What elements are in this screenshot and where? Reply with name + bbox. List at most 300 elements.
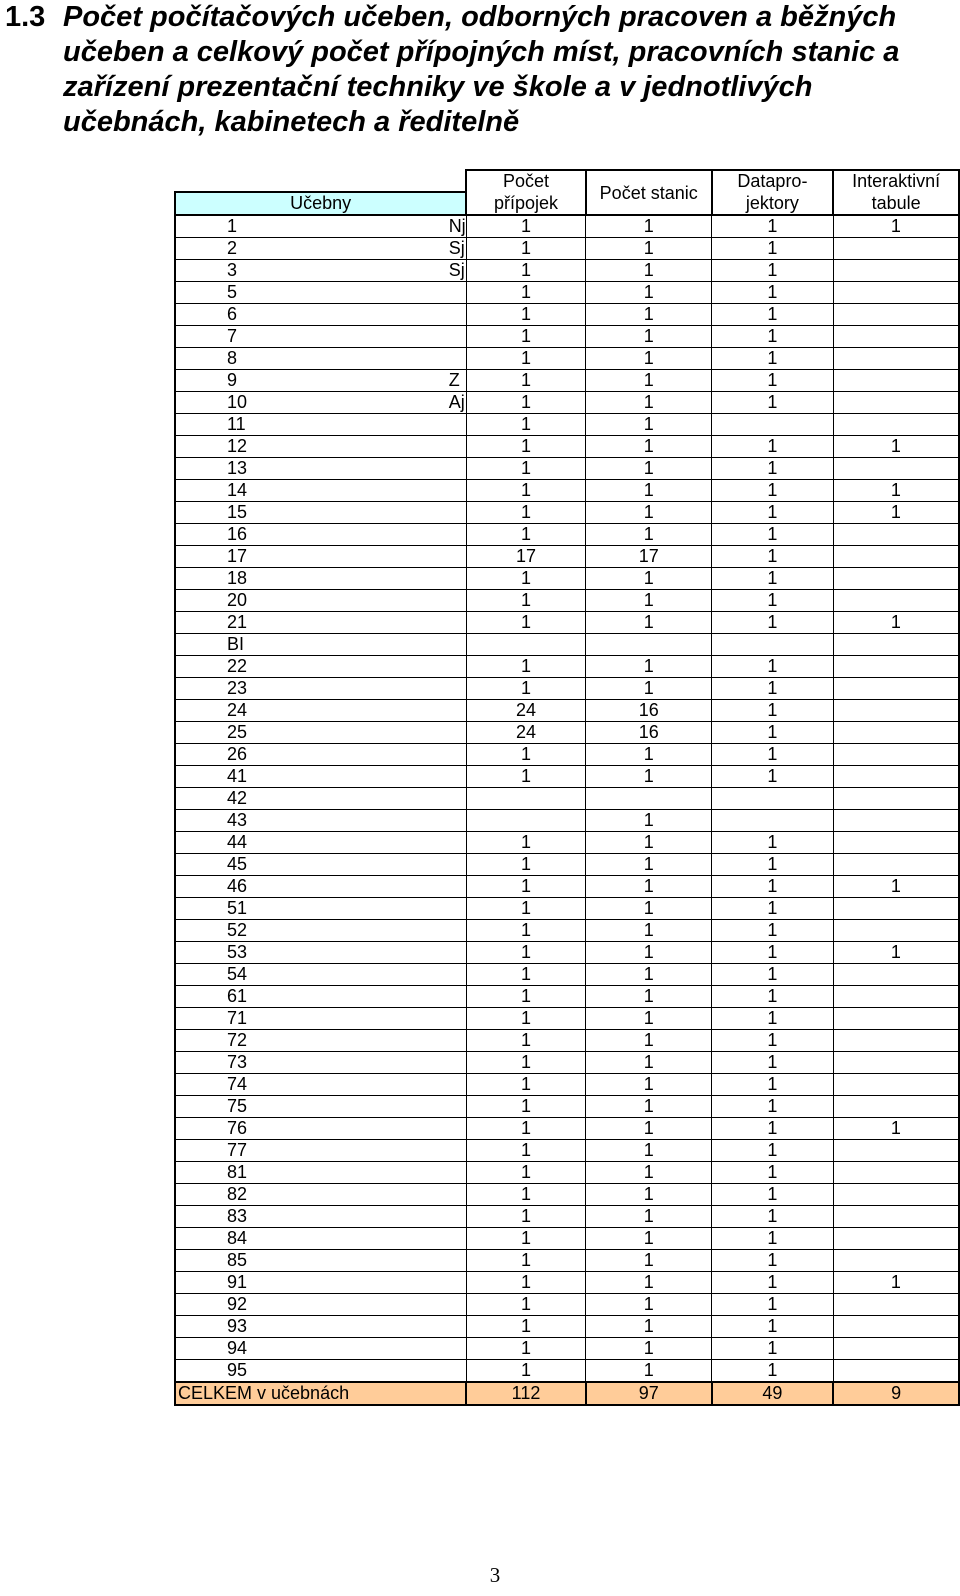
connections-count: 1 [466,524,586,546]
room-number: 24 [175,700,289,722]
boards-count [833,1052,959,1074]
table-row [175,1250,959,1272]
room-subject [289,1140,467,1162]
room-number: 16 [175,524,289,546]
room-number: BI [175,634,289,656]
stations-count: 1 [586,964,712,986]
stations-count: 1 [586,1118,712,1140]
stations-count: 1 [586,744,712,766]
projectors-count: 1 [712,238,834,260]
boards-count [833,414,959,436]
room-number: 46 [175,876,289,898]
boards-count [833,1074,959,1096]
room-subject [289,1052,467,1074]
room-subject: Aj [289,392,467,414]
total-stations: 97 [586,1382,712,1405]
connections-count: 1 [466,1096,586,1118]
projectors-count: 1 [712,1206,834,1228]
table-row [175,634,959,656]
connections-count: 24 [466,700,586,722]
stations-count: 1 [586,832,712,854]
rooms-equipment-table [174,169,960,1406]
stations-count: 1 [586,942,712,964]
stations-count: 1 [586,986,712,1008]
table-row [175,898,959,920]
room-subject [289,766,467,788]
projectors-count [712,788,834,810]
boards-count [833,788,959,810]
projectors-count: 1 [712,1140,834,1162]
boards-count [833,744,959,766]
boards-count [833,1338,959,1360]
room-subject [289,788,467,810]
projectors-count: 1 [712,282,834,304]
room-subject [289,810,467,832]
room-number: 76 [175,1118,289,1140]
table-row [175,348,959,370]
room-subject [289,568,467,590]
room-number: 92 [175,1294,289,1316]
boards-count [833,238,959,260]
connections-count [466,634,586,656]
connections-count [466,788,586,810]
connections-count: 1 [466,1206,586,1228]
connections-count: 1 [466,480,586,502]
room-number: 77 [175,1140,289,1162]
boards-count [833,656,959,678]
room-subject [289,986,467,1008]
room-subject [289,964,467,986]
connections-count: 1 [466,1338,586,1360]
connections-count: 1 [466,568,586,590]
page-number: 3 [489,1563,501,1587]
header-connections-line2: přípojek [466,192,586,215]
stations-count: 1 [586,920,712,942]
room-subject [289,414,467,436]
table-row [175,568,959,590]
projectors-count: 1 [712,480,834,502]
table-row [175,1008,959,1030]
boards-count [833,1360,959,1383]
stations-count: 1 [586,458,712,480]
connections-count: 1 [466,326,586,348]
boards-count [833,590,959,612]
boards-count [833,304,959,326]
room-number: 45 [175,854,289,876]
projectors-count: 1 [712,1250,834,1272]
stations-count: 1 [586,348,712,370]
boards-count [833,920,959,942]
projectors-count: 1 [712,876,834,898]
connections-count: 1 [466,1250,586,1272]
room-subject [289,1184,467,1206]
stations-count: 1 [586,876,712,898]
projectors-count: 1 [712,1074,834,1096]
projectors-count: 1 [712,326,834,348]
stations-count: 1 [586,304,712,326]
stations-count: 1 [586,1008,712,1030]
boards-count: 1 [833,480,959,502]
room-subject [289,348,467,370]
connections-count: 1 [466,414,586,436]
connections-count: 1 [466,832,586,854]
projectors-count: 1 [712,766,834,788]
table-row [175,986,959,1008]
room-subject [289,634,467,656]
table-row [175,1074,959,1096]
table-row [175,656,959,678]
table-row [175,766,959,788]
header-row-top [175,170,959,192]
connections-count: 1 [466,238,586,260]
connections-count: 1 [466,348,586,370]
room-subject [289,700,467,722]
room-number: 83 [175,1206,289,1228]
stations-count [586,634,712,656]
boards-count: 1 [833,876,959,898]
boards-count [833,1206,959,1228]
connections-count: 1 [466,502,586,524]
table-row [175,1272,959,1294]
projectors-count: 1 [712,1316,834,1338]
boards-count [833,766,959,788]
stations-count: 1 [586,1052,712,1074]
table-row [175,1118,959,1140]
connections-count: 1 [466,1074,586,1096]
room-number: 9 [175,370,289,392]
projectors-count: 1 [712,370,834,392]
projectors-count: 1 [712,1228,834,1250]
room-number: 11 [175,414,289,436]
room-number: 94 [175,1338,289,1360]
room-subject [289,1030,467,1052]
boards-count [833,1140,959,1162]
table-row [175,1294,959,1316]
room-subject [289,612,467,634]
room-subject [289,942,467,964]
stations-count: 1 [586,1206,712,1228]
room-number: 81 [175,1162,289,1184]
room-subject [289,282,467,304]
table-row [175,590,959,612]
room-number: 14 [175,480,289,502]
room-number: 61 [175,986,289,1008]
boards-count: 1 [833,502,959,524]
projectors-count: 1 [712,392,834,414]
connections-count: 1 [466,1008,586,1030]
boards-count [833,1008,959,1030]
stations-count: 1 [586,524,712,546]
room-number: 12 [175,436,289,458]
table-row [175,920,959,942]
connections-count: 1 [466,1162,586,1184]
connections-count: 1 [466,942,586,964]
header-projectors-line2: jektory [712,192,834,215]
connections-count: 1 [466,1118,586,1140]
total-row [175,1382,959,1405]
boards-count [833,1316,959,1338]
boards-count [833,568,959,590]
connections-count: 1 [466,964,586,986]
room-number: 82 [175,1184,289,1206]
table-row [175,326,959,348]
projectors-count: 1 [712,1272,834,1294]
stations-count: 1 [586,766,712,788]
table-row [175,370,959,392]
room-number: 75 [175,1096,289,1118]
projectors-count [712,634,834,656]
projectors-count: 1 [712,1162,834,1184]
boards-count [833,832,959,854]
room-subject [289,1228,467,1250]
stations-count: 1 [586,370,712,392]
stations-count: 16 [586,700,712,722]
header-projectors-line1: Datapro- [712,170,834,192]
table-row [175,1140,959,1162]
stations-count: 1 [586,1162,712,1184]
room-subject [289,854,467,876]
total-connections: 112 [466,1382,586,1405]
stations-count: 1 [586,238,712,260]
boards-count [833,1030,959,1052]
projectors-count: 1 [712,942,834,964]
header-connections-line1: Počet [466,170,586,192]
boards-count: 1 [833,215,959,238]
table-body [175,170,959,1382]
connections-count: 1 [466,920,586,942]
projectors-count: 1 [712,920,834,942]
projectors-count: 1 [712,260,834,282]
boards-count [833,1162,959,1184]
room-number: 54 [175,964,289,986]
room-number: 1 [175,215,289,238]
table-row [175,700,959,722]
boards-count: 1 [833,1272,959,1294]
room-number: 22 [175,656,289,678]
connections-count: 1 [466,766,586,788]
connections-count: 1 [466,876,586,898]
projectors-count: 1 [712,678,834,700]
room-number: 17 [175,546,289,568]
stations-count: 1 [586,282,712,304]
boards-count [833,1294,959,1316]
projectors-count: 1 [712,832,834,854]
table-row [175,1206,959,1228]
boards-count [833,634,959,656]
projectors-count: 1 [712,1052,834,1074]
room-number: 84 [175,1228,289,1250]
projectors-count: 1 [712,1096,834,1118]
total-label: CELKEM v učebnách [175,1382,466,1405]
room-subject [289,1272,467,1294]
boards-count [833,1184,959,1206]
projectors-count: 1 [712,1294,834,1316]
connections-count: 1 [466,744,586,766]
room-subject [289,920,467,942]
connections-count: 1 [466,304,586,326]
room-number: 3 [175,260,289,282]
room-subject [289,458,467,480]
table-row [175,678,959,700]
table-row [175,304,959,326]
room-number: 53 [175,942,289,964]
total-projectors: 49 [712,1382,834,1405]
projectors-count [712,810,834,832]
room-subject [289,1096,467,1118]
room-number: 72 [175,1030,289,1052]
boards-count [833,898,959,920]
table-row [175,832,959,854]
connections-count: 1 [466,656,586,678]
connections-count: 1 [466,986,586,1008]
table-row [175,788,959,810]
room-subject [289,678,467,700]
stations-count: 1 [586,568,712,590]
room-subject [289,590,467,612]
projectors-count: 1 [712,348,834,370]
boards-count: 1 [833,1118,959,1140]
connections-count: 1 [466,1030,586,1052]
table-row [175,1360,959,1383]
stations-count: 1 [586,215,712,238]
table-row [175,810,959,832]
projectors-count: 1 [712,1360,834,1383]
room-subject [289,1294,467,1316]
header-spacer [175,170,466,192]
connections-count: 1 [466,215,586,238]
connections-count: 1 [466,1360,586,1383]
connections-count: 1 [466,282,586,304]
connections-count: 1 [466,1294,586,1316]
total-boards: 9 [833,1382,959,1405]
connections-count: 1 [466,590,586,612]
table-row [175,1316,959,1338]
room-number: 20 [175,590,289,612]
stations-count: 1 [586,1184,712,1206]
header-row-bottom [175,192,959,215]
connections-count [466,810,586,832]
room-number: 21 [175,612,289,634]
connections-count: 1 [466,898,586,920]
stations-count: 1 [586,1294,712,1316]
stations-count: 1 [586,1360,712,1383]
section-number: 1.3 [5,1,46,33]
boards-count: 1 [833,436,959,458]
table-row [175,964,959,986]
page-title [5,0,955,140]
section-title: Počet počítačových učeben, odborných pracoven a běžných učeben a celkový počet přípojných míst, pracovních stanic a zařízení prezentační techniky ve škole a v jednotlivých učebnách, kabinetech a ředitelně [63,1,900,138]
room-subject [289,1338,467,1360]
room-subject [289,1074,467,1096]
room-subject [289,722,467,744]
stations-count: 1 [586,502,712,524]
table-row [175,238,959,260]
connections-count: 1 [466,1272,586,1294]
stations-count: 1 [586,854,712,876]
table-row [175,1228,959,1250]
stations-count: 1 [586,480,712,502]
boards-count [833,370,959,392]
projectors-count: 1 [712,502,834,524]
connections-count: 1 [466,1184,586,1206]
projectors-count: 1 [712,722,834,744]
table-row [175,876,959,898]
boards-count [833,524,959,546]
boards-count: 1 [833,612,959,634]
connections-count: 1 [466,1140,586,1162]
room-number: 85 [175,1250,289,1272]
boards-count [833,700,959,722]
room-subject [289,1118,467,1140]
room-subject [289,1206,467,1228]
projectors-count: 1 [712,215,834,238]
boards-count [833,546,959,568]
table-row [175,260,959,282]
projectors-count: 1 [712,568,834,590]
stations-count: 1 [586,1030,712,1052]
stations-count: 1 [586,1140,712,1162]
projectors-count: 1 [712,1008,834,1030]
stations-count: 1 [586,1096,712,1118]
boards-count [833,854,959,876]
table-row [175,436,959,458]
stations-count: 1 [586,1338,712,1360]
room-subject [289,876,467,898]
table-row [175,1096,959,1118]
stations-count: 1 [586,326,712,348]
stations-count: 1 [586,260,712,282]
table-row [175,744,959,766]
stations-count: 1 [586,414,712,436]
room-number: 43 [175,810,289,832]
room-subject [289,502,467,524]
room-number: 73 [175,1052,289,1074]
projectors-count: 1 [712,1118,834,1140]
room-number: 7 [175,326,289,348]
stations-count: 1 [586,656,712,678]
room-number: 23 [175,678,289,700]
stations-count: 1 [586,898,712,920]
table-row [175,215,959,238]
room-subject [289,326,467,348]
stations-count: 1 [586,1228,712,1250]
projectors-count [712,414,834,436]
stations-count: 1 [586,612,712,634]
table-row [175,524,959,546]
room-subject [289,546,467,568]
projectors-count: 1 [712,612,834,634]
table-row [175,546,959,568]
connections-count: 1 [466,1316,586,1338]
room-subject [289,1162,467,1184]
boards-count [833,282,959,304]
stations-count: 1 [586,1316,712,1338]
projectors-count: 1 [712,304,834,326]
room-subject [289,1360,467,1383]
room-subject: Z [289,370,467,392]
room-number: 51 [175,898,289,920]
table-row [175,458,959,480]
room-number: 5 [175,282,289,304]
connections-count: 1 [466,436,586,458]
boards-count [833,458,959,480]
room-subject [289,898,467,920]
room-subject [289,1250,467,1272]
projectors-count: 1 [712,898,834,920]
boards-count [833,678,959,700]
stations-count: 1 [586,810,712,832]
boards-count [833,326,959,348]
